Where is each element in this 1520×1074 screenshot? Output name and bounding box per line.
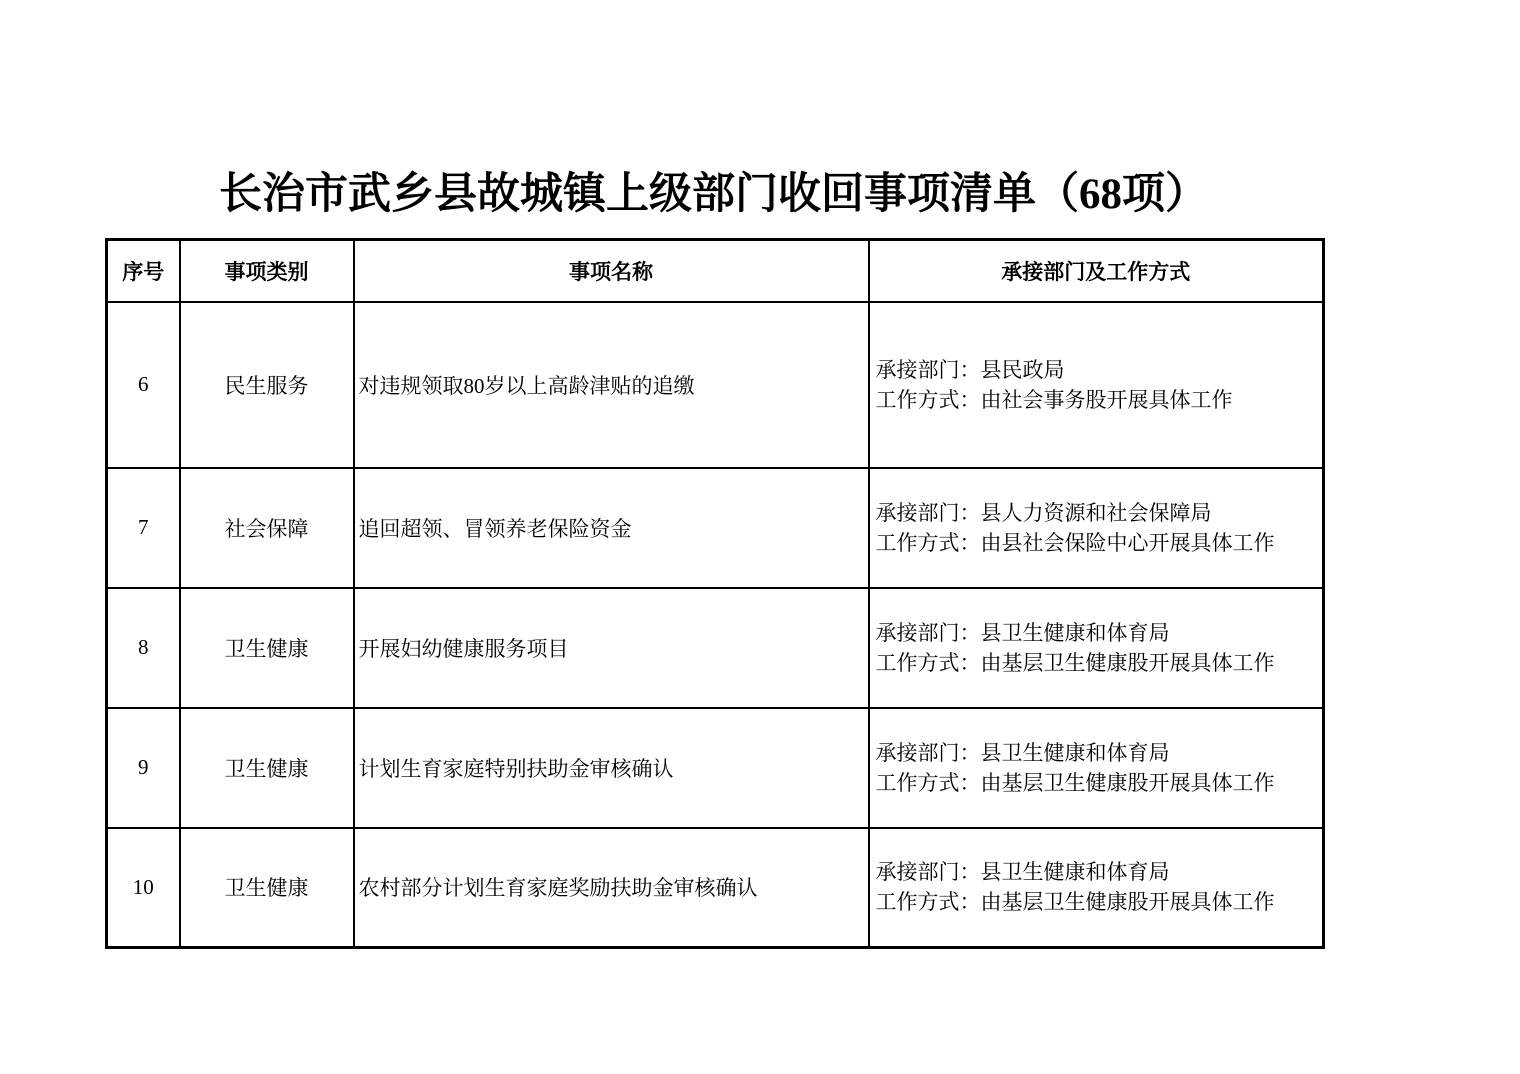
table-row	[107, 828, 1324, 948]
header-seq-no: 序号	[107, 240, 180, 302]
cell-dept-method	[869, 588, 1324, 708]
table-row	[107, 588, 1324, 708]
dept-line: 承接部门：县卫生健康和体育局	[875, 860, 1170, 885]
method-line: 工作方式：由社会事务股开展具体工作	[875, 387, 1233, 412]
cell-dept-method	[869, 468, 1324, 588]
method-line: 工作方式：由基层卫生健康股开展具体工作	[875, 890, 1275, 915]
cell-item-name: 农村部分计划生育家庭奖励扶助金审核确认	[354, 828, 869, 948]
cell-category: 社会保障	[180, 468, 354, 588]
cell-category: 卫生健康	[180, 708, 354, 828]
table-row	[107, 302, 1324, 468]
cell-category: 民生服务	[180, 302, 354, 468]
items-table	[105, 238, 1325, 949]
header-dept-method: 承接部门及工作方式	[869, 240, 1324, 302]
table-row	[107, 468, 1324, 588]
table-row	[107, 708, 1324, 828]
page-title: 长治市武乡县故城镇上级部门收回事项清单（68项）	[219, 171, 1208, 218]
method-line: 工作方式：由基层卫生健康股开展具体工作	[875, 650, 1275, 675]
dept-line: 承接部门：县卫生健康和体育局	[875, 740, 1170, 765]
cell-item-name: 对违规领取80岁以上高龄津贴的追缴	[354, 302, 869, 468]
header-category: 事项类别	[180, 240, 354, 302]
dept-line: 承接部门：县民政局	[875, 357, 1065, 382]
cell-seq-no: 8	[107, 588, 180, 708]
cell-dept-method	[869, 828, 1324, 948]
cell-dept-method	[869, 302, 1324, 468]
cell-seq-no: 7	[107, 468, 180, 588]
cell-seq-no: 10	[107, 828, 180, 948]
cell-seq-no: 9	[107, 708, 180, 828]
dept-line: 承接部门：县人力资源和社会保障局	[875, 500, 1212, 525]
cell-dept-method	[869, 708, 1324, 828]
cell-category: 卫生健康	[180, 588, 354, 708]
header-item-name: 事项名称	[354, 240, 869, 302]
dept-line: 承接部门：县卫生健康和体育局	[875, 620, 1170, 645]
cell-item-name: 追回超领、冒领养老保险资金	[354, 468, 869, 588]
cell-seq-no: 6	[107, 302, 180, 468]
cell-item-name: 计划生育家庭特别扶助金审核确认	[354, 708, 869, 828]
cell-category: 卫生健康	[180, 828, 354, 948]
cell-item-name: 开展妇幼健康服务项目	[354, 588, 869, 708]
method-line: 工作方式：由基层卫生健康股开展具体工作	[875, 770, 1275, 795]
table-header-row	[107, 240, 1324, 302]
method-line: 工作方式：由县社会保险中心开展具体工作	[875, 530, 1275, 555]
